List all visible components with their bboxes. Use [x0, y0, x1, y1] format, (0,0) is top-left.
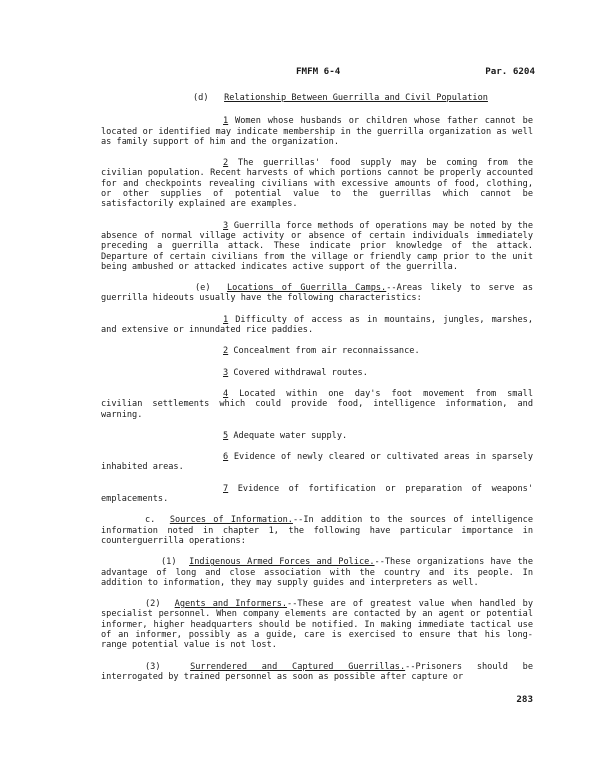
section-d-item: 2 The guerrillas' food supply may be coming from the civilian population. Recent harvests of which portions cannot be properly accounted for and checkpoints revealing civilians with excessive amounts of food, clothing, or other supplies of potential value to the guerrillas which cannot be satisfactorily explained are examples. [101, 158, 533, 210]
section-e-item: 4 Located within one day's foot movement from small civilian settlements which could provide food, intelligence information, and warning. [101, 388, 533, 420]
section-c-item: (1) Indigenous Armed Forces and Police.--These organizations have the advantage of long and close association with the country and its people. In addition to information, they may supply guides and interpreters as well. [101, 557, 533, 588]
body-text [101, 93, 533, 693]
section-c-title: Sources of Information. [169, 515, 293, 526]
section-d-item: 1 Women whose husbands or children whose father cannot be located or identified may indicate membership in the guerrilla organization as well as family support of him and the organization. [101, 116, 533, 147]
section-d-heading: (d) Relationship Between Guerrilla and Civil Population [193, 93, 488, 103]
section-c-item: (3) Surrendered and Captured Guerrillas.--Prisoners should be interrogated by trained personnel as soon as possible after capture or [101, 661, 533, 682]
page-number: 283 [516, 694, 533, 705]
header-manual-id: FMFM 6-4 [296, 66, 341, 77]
section-e-item: 6 Evidence of newly cleared or cultivated areas in sparsely inhabited areas. [101, 452, 533, 473]
section-d-title: Relationship Between Guerrilla and Civil Population [224, 93, 488, 103]
section-e-title: Locations of Guerrilla Camps. [227, 283, 387, 294]
section-e-item: 1 Difficulty of access as in mountains, jungles, marshes, and extensive or innundated rice paddies. [101, 314, 533, 336]
section-d-item: 3 Guerrilla force methods of operations may be noted by the absence of normal village activity or absence of certain individuals immediately preceding a guerrilla attack. These indicate prior knowledge of the attack. Departure of certain civilians from the village or friendly camp prior to the unit being ambushed or attacked indicates active support of the guerrilla. [101, 220, 533, 272]
section-c-heading: c. Sources of Information.--In addition to the sources of intelligence information noted in chapter 1, the following have particular importance in counterguerrilla operations: [101, 515, 533, 546]
section-e-item: 7 Evidence of fortification or preparation of weapons' emplacements. [101, 483, 533, 505]
section-c-item: (2) Agents and Informers.--These are of greatest value when handled by specialist personnel. When company elements are contacted by an agent or potential informer, higher headquarters should be notified. In making immediate tactical use of an informer, possibly as a guide, care is exercised to ensure that his long-range potential value is not lost. [101, 599, 533, 651]
header-paragraph-ref: Par. 6204 [485, 66, 535, 77]
section-e-item: 2 Concealment from air reconnaissance. [223, 346, 420, 357]
section-e-item: 5 Adequate water supply. [223, 430, 348, 441]
section-e-item: 3 Covered withdrawal routes. [223, 367, 368, 378]
section-e-heading: (e) Locations of Guerrilla Camps.--Areas likely to serve as guerrilla hideouts usually have the following characteristics: [101, 283, 533, 304]
